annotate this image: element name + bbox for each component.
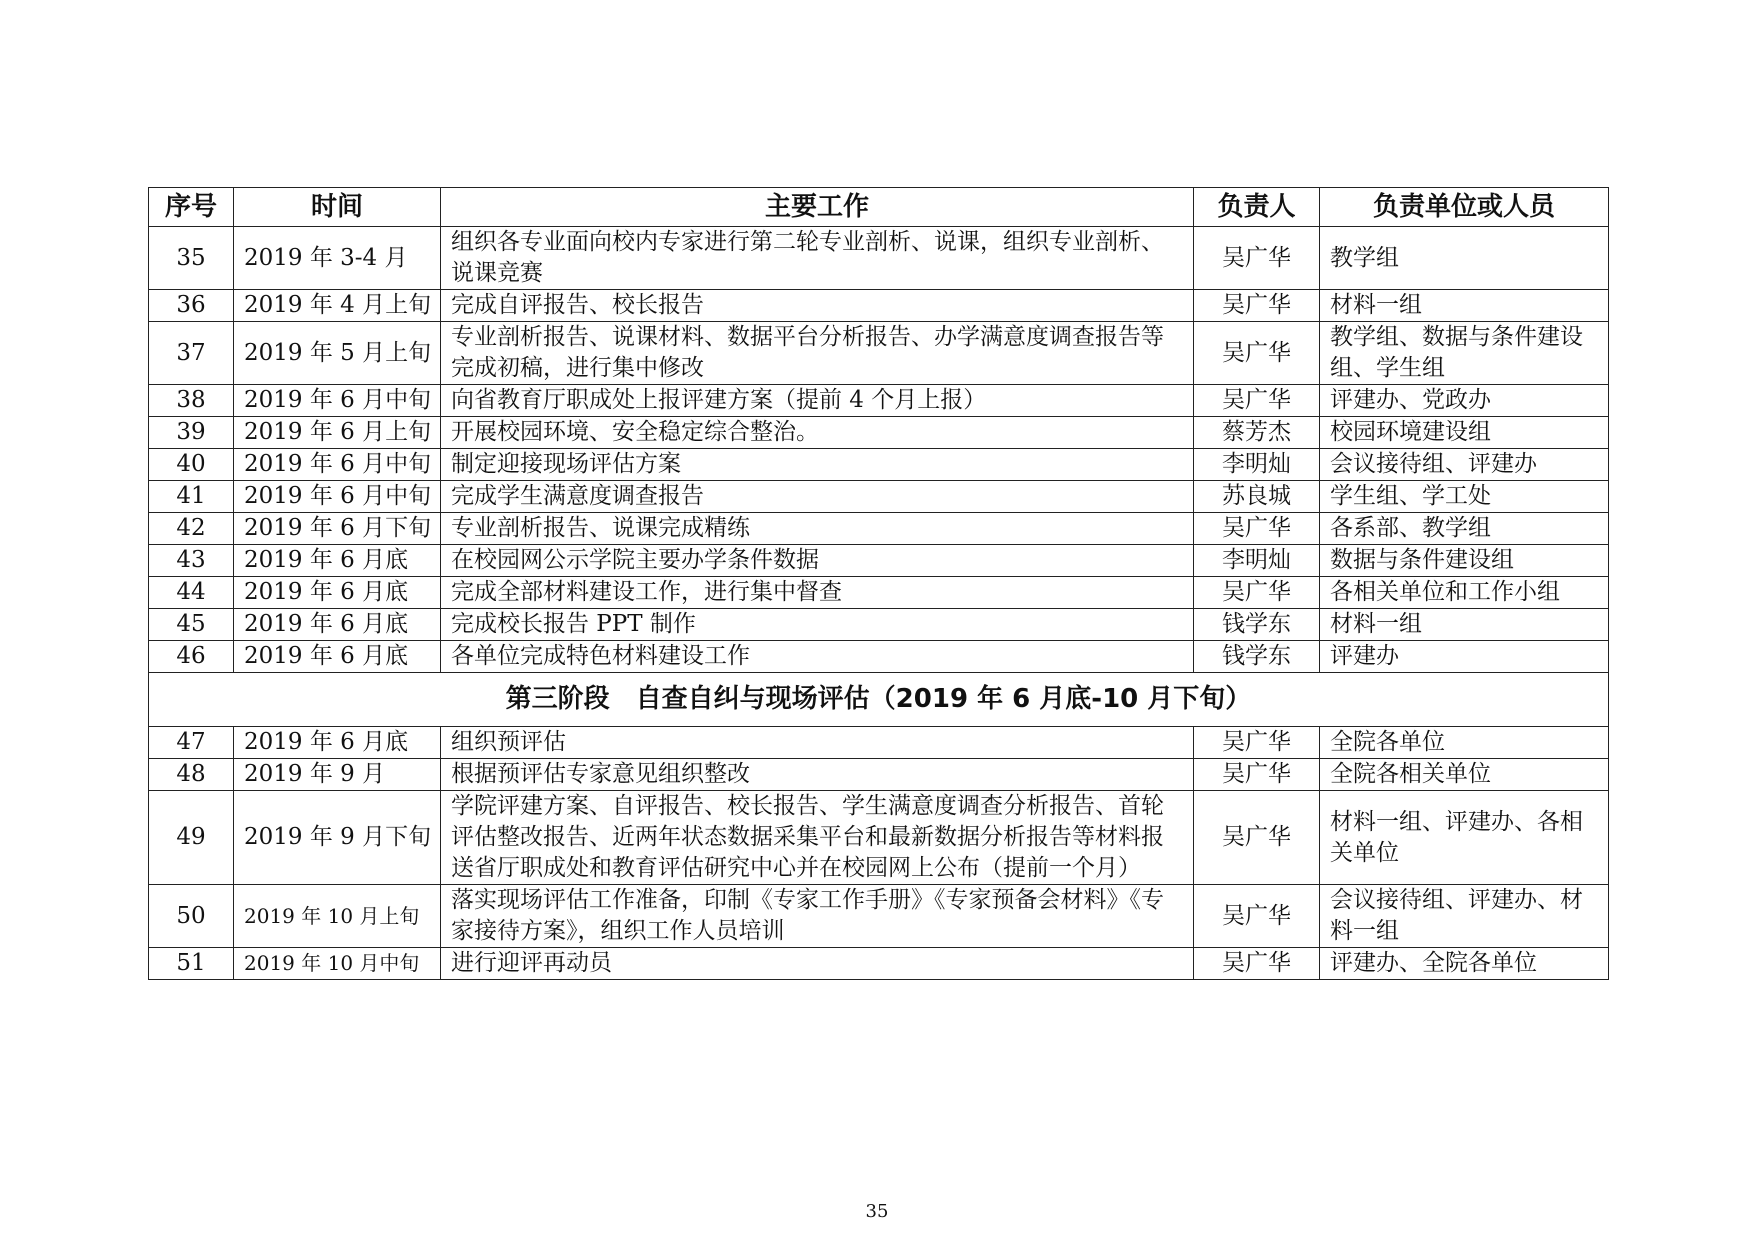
row-time: 2019 年 9 月下旬 xyxy=(234,791,441,885)
table-row xyxy=(149,885,1609,948)
row-number: 37 xyxy=(149,322,234,385)
row-unit: 会议接待组、评建办 xyxy=(1320,449,1609,481)
table-row xyxy=(149,609,1609,641)
table-body-stage2 xyxy=(149,227,1609,673)
row-work: 向省教育厅职成处上报评建方案（提前 4 个月上报） xyxy=(441,385,1194,417)
row-owner: 钱学东 xyxy=(1194,609,1320,641)
row-work: 根据预评估专家意见组织整改 xyxy=(441,759,1194,791)
row-owner: 吴广华 xyxy=(1194,948,1320,980)
row-owner: 吴广华 xyxy=(1194,885,1320,948)
row-number: 39 xyxy=(149,417,234,449)
row-unit: 评建办、全院各单位 xyxy=(1320,948,1609,980)
row-owner: 吴广华 xyxy=(1194,322,1320,385)
row-number: 42 xyxy=(149,513,234,545)
row-unit: 评建办 xyxy=(1320,641,1609,673)
row-time: 2019 年 6 月中旬 xyxy=(234,385,441,417)
row-unit: 学生组、学工处 xyxy=(1320,481,1609,513)
row-unit: 评建办、党政办 xyxy=(1320,385,1609,417)
row-time: 2019 年 9 月 xyxy=(234,759,441,791)
table-row xyxy=(149,545,1609,577)
row-number: 44 xyxy=(149,577,234,609)
row-time: 2019 年 6 月中旬 xyxy=(234,449,441,481)
row-number: 35 xyxy=(149,227,234,290)
page-number: 35 xyxy=(865,1201,889,1222)
table-row xyxy=(149,759,1609,791)
stage-row xyxy=(149,673,1609,727)
row-owner: 蔡芳杰 xyxy=(1194,417,1320,449)
row-owner: 吴广华 xyxy=(1194,759,1320,791)
row-work: 专业剖析报告、说课材料、数据平台分析报告、办学满意度调查报告等完成初稿，进行集中修改 xyxy=(441,322,1194,385)
row-time: 2019 年 6 月底 xyxy=(234,545,441,577)
row-time: 2019 年 10 月上旬 xyxy=(234,885,441,948)
row-time: 2019 年 4 月上旬 xyxy=(234,290,441,322)
row-number: 49 xyxy=(149,791,234,885)
row-number: 40 xyxy=(149,449,234,481)
row-work: 完成自评报告、校长报告 xyxy=(441,290,1194,322)
row-time: 2019 年 6 月底 xyxy=(234,609,441,641)
row-work: 开展校园环境、安全稳定综合整治。 xyxy=(441,417,1194,449)
row-owner: 吴广华 xyxy=(1194,577,1320,609)
row-owner: 吴广华 xyxy=(1194,791,1320,885)
row-number: 36 xyxy=(149,290,234,322)
row-number: 47 xyxy=(149,727,234,759)
row-owner: 吴广华 xyxy=(1194,727,1320,759)
table-row xyxy=(149,481,1609,513)
row-owner: 苏良城 xyxy=(1194,481,1320,513)
row-work: 完成学生满意度调查报告 xyxy=(441,481,1194,513)
row-time: 2019 年 3-4 月 xyxy=(234,227,441,290)
row-work: 在校园网公示学院主要办学条件数据 xyxy=(441,545,1194,577)
row-owner: 吴广华 xyxy=(1194,385,1320,417)
table-row xyxy=(149,577,1609,609)
row-work: 各单位完成特色材料建设工作 xyxy=(441,641,1194,673)
stage-title: 第三阶段 自查自纠与现场评估（2019 年 6 月底-10 月下旬） xyxy=(149,673,1609,727)
table-row xyxy=(149,641,1609,673)
row-unit: 材料一组 xyxy=(1320,609,1609,641)
row-owner: 李明灿 xyxy=(1194,449,1320,481)
row-owner: 吴广华 xyxy=(1194,227,1320,290)
header-row xyxy=(149,188,1609,227)
header-work: 主要工作 xyxy=(441,188,1194,227)
row-time: 2019 年 6 月中旬 xyxy=(234,481,441,513)
row-work: 完成全部材料建设工作，进行集中督查 xyxy=(441,577,1194,609)
header-unit: 负责单位或人员 xyxy=(1320,188,1609,227)
row-unit: 全院各相关单位 xyxy=(1320,759,1609,791)
row-number: 38 xyxy=(149,385,234,417)
row-work: 学院评建方案、自评报告、校长报告、学生满意度调查分析报告、首轮评估整改报告、近两年状态数据采集平台和最新数据分析报告等材料报送省厅职成处和教育评估研究中心并在校园网上公布（提前一个月） xyxy=(441,791,1194,885)
row-unit: 材料一组、评建办、各相关单位 xyxy=(1320,791,1609,885)
row-work: 组织各专业面向校内专家进行第二轮专业剖析、说课，组织专业剖析、说课竞赛 xyxy=(441,227,1194,290)
header-time: 时间 xyxy=(234,188,441,227)
row-owner: 李明灿 xyxy=(1194,545,1320,577)
row-owner: 钱学东 xyxy=(1194,641,1320,673)
row-number: 41 xyxy=(149,481,234,513)
row-time: 2019 年 6 月上旬 xyxy=(234,417,441,449)
row-work: 制定迎接现场评估方案 xyxy=(441,449,1194,481)
row-unit: 会议接待组、评建办、材料一组 xyxy=(1320,885,1609,948)
row-work: 组织预评估 xyxy=(441,727,1194,759)
row-work: 专业剖析报告、说课完成精练 xyxy=(441,513,1194,545)
row-time: 2019 年 6 月下旬 xyxy=(234,513,441,545)
row-time: 2019 年 10 月中旬 xyxy=(234,948,441,980)
header-owner: 负责人 xyxy=(1194,188,1320,227)
row-number: 50 xyxy=(149,885,234,948)
row-time: 2019 年 5 月上旬 xyxy=(234,322,441,385)
row-unit: 各相关单位和工作小组 xyxy=(1320,577,1609,609)
row-time: 2019 年 6 月底 xyxy=(234,641,441,673)
row-number: 46 xyxy=(149,641,234,673)
row-unit: 全院各单位 xyxy=(1320,727,1609,759)
table-row xyxy=(149,727,1609,759)
schedule-table xyxy=(148,187,1609,980)
header-no: 序号 xyxy=(149,188,234,227)
row-work: 完成校长报告 PPT 制作 xyxy=(441,609,1194,641)
table-row xyxy=(149,791,1609,885)
row-work: 进行迎评再动员 xyxy=(441,948,1194,980)
stage-section xyxy=(149,673,1609,727)
table-row xyxy=(149,449,1609,481)
row-work: 落实现场评估工作准备，印制《专家工作手册》《专家预备会材料》《专家接待方案》，组织工作人员培训 xyxy=(441,885,1194,948)
row-owner: 吴广华 xyxy=(1194,290,1320,322)
row-time: 2019 年 6 月底 xyxy=(234,727,441,759)
row-unit: 教学组、数据与条件建设组、学生组 xyxy=(1320,322,1609,385)
table-row xyxy=(149,513,1609,545)
table-row xyxy=(149,417,1609,449)
row-unit: 各系部、教学组 xyxy=(1320,513,1609,545)
row-unit: 材料一组 xyxy=(1320,290,1609,322)
row-number: 43 xyxy=(149,545,234,577)
row-time: 2019 年 6 月底 xyxy=(234,577,441,609)
table-row xyxy=(149,290,1609,322)
table-row xyxy=(149,322,1609,385)
table-row xyxy=(149,385,1609,417)
table-row xyxy=(149,227,1609,290)
row-unit: 校园环境建设组 xyxy=(1320,417,1609,449)
row-unit: 教学组 xyxy=(1320,227,1609,290)
row-owner: 吴广华 xyxy=(1194,513,1320,545)
row-unit: 数据与条件建设组 xyxy=(1320,545,1609,577)
row-number: 45 xyxy=(149,609,234,641)
table-row xyxy=(149,948,1609,980)
row-number: 48 xyxy=(149,759,234,791)
table-body-stage3 xyxy=(149,727,1609,980)
table-header xyxy=(149,188,1609,227)
row-number: 51 xyxy=(149,948,234,980)
